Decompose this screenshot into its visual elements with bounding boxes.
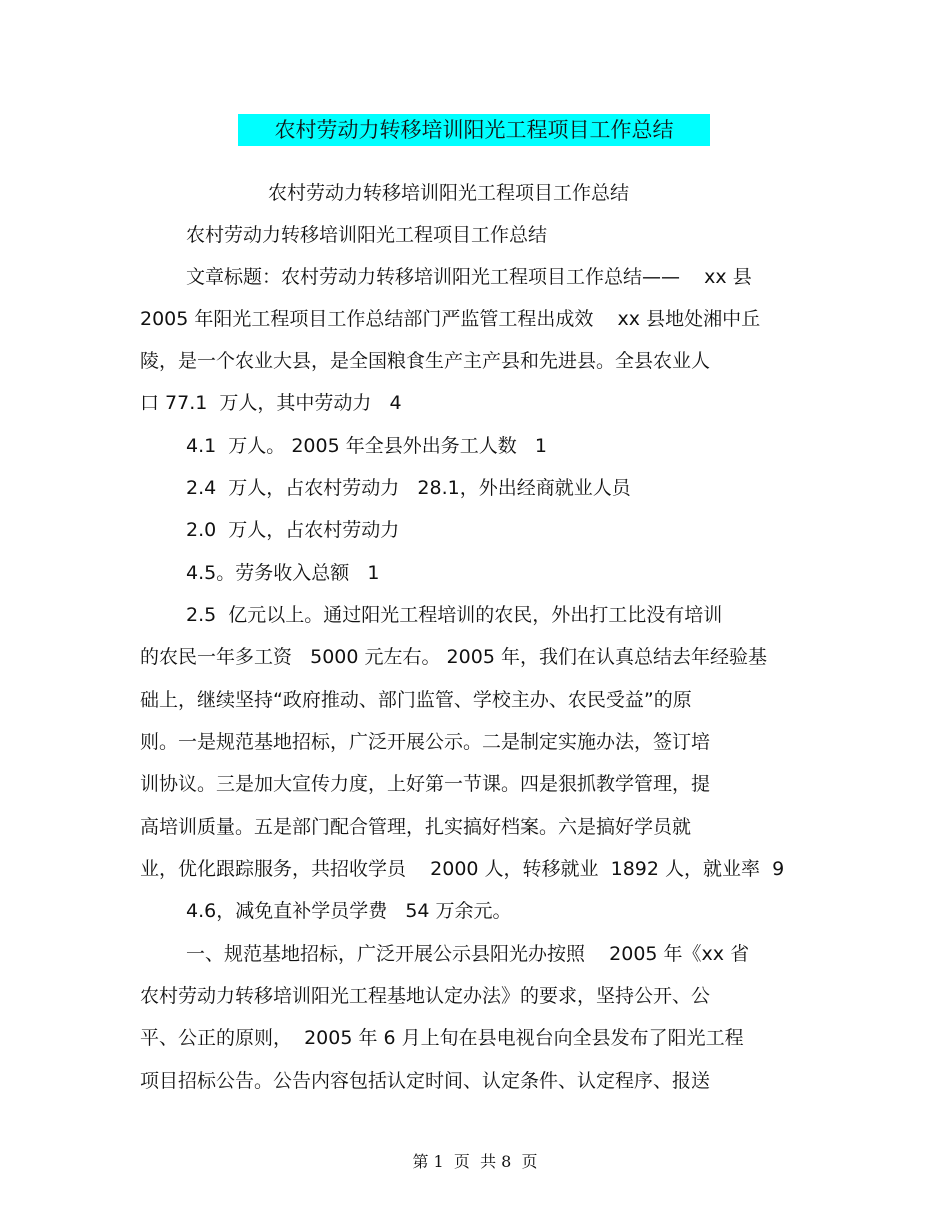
body-line: 口 77.1 万人，其中劳动力 4 <box>140 392 402 414</box>
body-line: 2005 年阳光工程项目工作总结部门严监管工程出成效 xx 县地处湘中丘 <box>140 308 761 330</box>
body-line: 业，优化跟踪服务，共招收学员 2000 人，转移就业 1892 人，就业率 9 <box>140 858 785 880</box>
body-line: 的农民一年多工资 5000 元左右。 2005 年，我们在认真总结去年经验基 <box>140 646 767 668</box>
body-line: 农村劳动力转移培训阳光工程项目工作总结 <box>186 224 548 246</box>
body-line: 项目招标公告。公告内容包括认定时间、认定条件、认定程序、报送 <box>140 1070 711 1092</box>
body-line: 文章标题：农村劳动力转移培训阳光工程项目工作总结—— xx 县 <box>186 266 752 288</box>
body-line: 则。一是规范基地招标，广泛开展公示。二是制定实施办法，签订培 <box>140 731 711 753</box>
body-line: 4.5。劳务收入总额 1 <box>186 562 380 584</box>
body-line: 农村劳动力转移培训阳光工程项目工作总结 <box>268 182 630 204</box>
document-title: 农村劳动力转移培训阳光工程项目工作总结 <box>238 114 710 146</box>
body-line: 2.5 亿元以上。通过阳光工程培训的农民，外出打工比没有培训 <box>186 604 723 626</box>
body-line: 高培训质量。五是部门配合管理，扎实搞好档案。六是搞好学员就 <box>140 816 692 838</box>
body-line: 4.1 万人。 2005 年全县外出务工人数 1 <box>186 435 547 457</box>
body-line: 4.6，减免直补学员学费 54 万余元。 <box>186 900 512 922</box>
body-line: 2.4 万人，占农村劳动力 28.1，外出经商就业人员 <box>186 477 631 499</box>
body-line: 础上，继续坚持“政府推动、部门监管、学校主办、农民受益”的原 <box>140 689 692 711</box>
body-line: 农村劳动力转移培训阳光工程基地认定办法》的要求，坚持公开、公 <box>140 985 711 1007</box>
body-line: 平、公正的原则， 2005 年 6 月上旬在县电视台向全县发布了阳光工程 <box>140 1027 744 1049</box>
body-line: 2.0 万人，占农村劳动力 <box>186 519 400 541</box>
body-line: 一、规范基地招标，广泛开展公示县阳光办按照 2005 年《xx 省 <box>186 943 750 965</box>
page-footer: 第 1 页 共 8 页 <box>412 1152 538 1171</box>
body-line: 陵，是一个农业大县，是全国粮食生产主产县和先进县。全县农业人 <box>140 350 711 372</box>
body-line: 训协议。三是加大宣传力度，上好第一节课。四是狠抓教学管理，提 <box>140 773 711 795</box>
